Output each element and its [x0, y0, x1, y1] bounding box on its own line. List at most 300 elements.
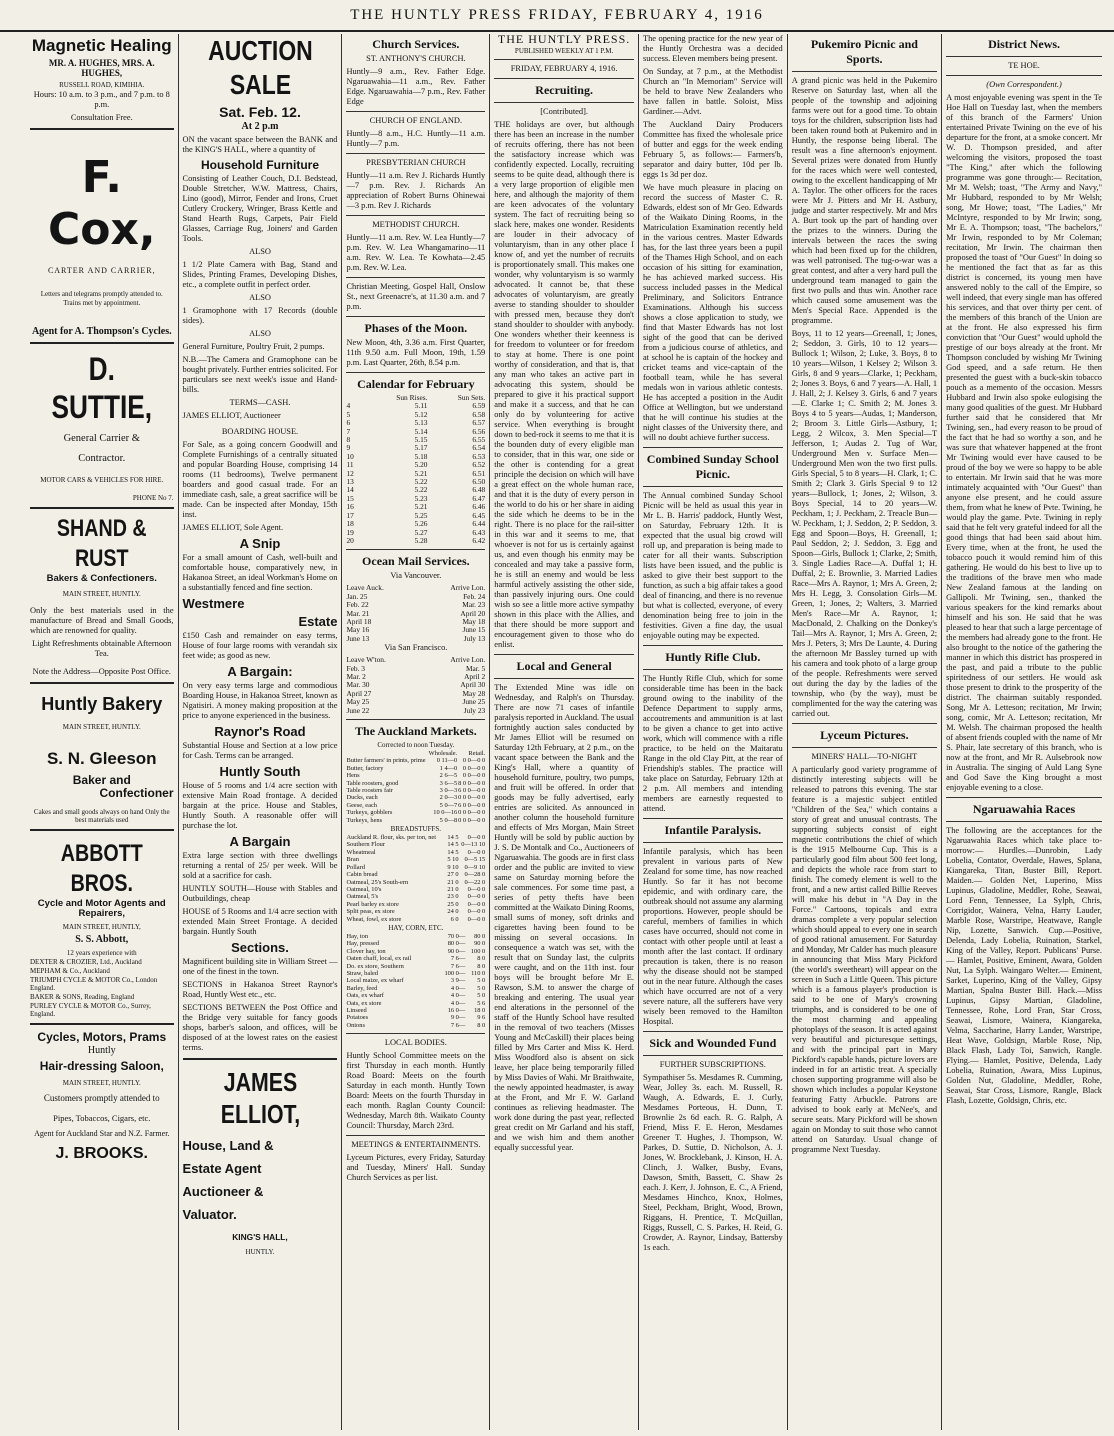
calendar-row-cell: 6.57: [472, 418, 486, 428]
england-text: Huntly—8 a.m., H.C. Huntly—11 a.m. Huntly—7 p.m.: [346, 129, 486, 148]
abbott-firm: TRIUMPH CYCLE & MOTOR Co., London England.: [30, 976, 158, 992]
bread-row-cell: 14 5: [447, 841, 459, 849]
divider: [346, 111, 485, 112]
pleasure-text: We have much pleasure in placing on record the success of Master C. R. Edwards, eldest son of Mr Geo. Edwards of the Waikato Dining Rooms, in the Matriculation Examination recently held in the various centres. Master Edwards has, for the last three years been a pupil of the Thames High School, and on each occasion of his sitting for examination, he has achieved marked success. His success included passes in the Medical Preliminary, and Solicitors Entrance Examinations. Although his success shows a close application to study, we find that Master Edwards has not lost sight of the good that can be derived from a judicious course of athletics, and at school he is captain of the hockey and cricket teams and vice-captain of the football team, while he has several medals won in various athletic contests. He has accepted a position in the Audit Office at Wellington, but we understand that he will continue his studies at the night classes of the University there, and will no doubt achieve further success.: [642, 183, 783, 442]
hay-row-cell: Do. ex store, Southern: [346, 962, 404, 970]
calendar-row-cell: 6.53: [472, 451, 486, 461]
anthony-title: ST. ANTHONY'S CHURCH.: [366, 54, 466, 63]
abbott-firm: BAKER & SONS, Reading, England: [30, 993, 135, 1001]
bread-row-cell: 21 0: [447, 885, 459, 893]
divider: [643, 842, 783, 843]
market-row-cell: 6 0 0—0 0: [458, 787, 486, 795]
calendar-row-cell: 5.28: [414, 535, 428, 545]
calendar-row-cell: 6.56: [472, 426, 486, 436]
column-3-services: [342, 34, 490, 1430]
calendar-row-cell: 9: [346, 443, 351, 453]
moon-title: Phases of the Moon.: [364, 321, 468, 335]
meetings-title: MEETINGS & ENTERTAINMENTS.: [351, 1140, 481, 1150]
bread-row-cell: 0—0 0: [467, 893, 486, 901]
divider: [643, 818, 783, 819]
picnic-title: Combined Sunday School Picnic.: [646, 452, 779, 481]
calendar-row-cell: 16: [346, 502, 354, 512]
bread-table: [346, 834, 485, 923]
cox-name: F. Cox,: [47, 152, 156, 255]
hay-row: [346, 948, 485, 955]
tehoe-text: A most enjoyable evening was spent in the Te Hoe Hall on Tuesday last, when the members of this branch of the Farmers' Union entertained Private Twining on the eve of his departure for the front, at a smoke concert. Mr W. D. Thompson presided, and after welcoming the visitors, proposed the toast "The King," after which the following programme was gone through:— Recitation, Mr M. Welsh; toast, "The Army and Navy," Mr Hubbard, responded to by Mr Welsh; song, Mr Howe; toast, "The Ladies," Mr McIntyre, responded to by Mr Irwin; song, Mr E. A. Thompson; toast, "The bachelors," Mr Irwin, responded to by Mr Coleman; recitation, Mr Irwin. The chairman then proposed the toast of "Our Guest" In doing so he mentioned the fact that as far as this district is concerned, its young men have answered nobly to the call of the Empire, so well indeed, that every single man has offered his services, and that over thirty per cent. of the members of this branch of the Union are at the front. He also expressed his firm conviction that "Our Guest" would uphold the prestige of our boys already at the front. Mr Thompson concluded by wishing Mr Twining God speed, and a safe return. He then presented the guest with a buck-skin tobacco pouch as a memento of the occasion. Messrs Hubbard and Irwin also spoke eulogising the many good qualities of the guest. Mr Hubbard further said that he considered that Mr Twining, sen., had every reason to be proud of the fact that he had so worthy a son, and he was sure that whatever happened at the front Mr Twining would ever have caused to be proud of the boy we were so happy to be able to entertain. Mr Irwin said that he was more intimately acquainted with "Our Guest" than anyone else present, and he could assure them, from what he knew of Pvte. Twining, he would play the game. Pvte. Twining in reply said that he felt very grateful indeed for all the good things that had been said about him. Every time, when at the front, he used the tobacco pouch it would remind him of this gathering. He would do his best to live up to the traditions of the brave men who made New Zealand famous at the landing on Gallipoli. Mr Twining, sen., thanked the various speakers for the kind remarks about himself and his son. He said that he was pleased to hear that such a large percentage of the members had already gone to the front. He also brought to the notice of the gathering the manner in which this district has prospered in the past, and paid a tribute to the public spiritedness of our settlers. He would ask those present to drink to the prosperity of the district. The chairman suitably responded. Song, Mr A. Letteson; recitation, Mr Irwin; song, comic, Mr A. Letteson; recitation, Mr M. Welsh. The chairman proposed the health of absent friends coupled with the name of Mr S. Phair, late secretary of this branch, who is now at the front, and Mr R. Aulsebrook now in Australia. The singing of Auld Lang Syne and God Save the King brought a most enjoyable evening to a close.: [946, 93, 1102, 792]
paralysis-text: Infantile paralysis, which has been prevalent in various parts of New Zealand for some time, has now reached Huntly. So far it has not become epidemic, and with ordinary care, the outbreak should not assume any alarming proportions. However, people should be careful, members of families in which cases have occurred, should not come in contact with other people until at least a month after the last contact. If ordinary precaution is taken, there is no reason why the disease should not be stamped out in the near future. Although the cases which have occurred are not of a very severe nature, all the sufferers have very wisely been removed to the Hamilton Hospital.: [642, 847, 783, 1026]
cox-letters: Letters and telegrams promptly attended to.: [40, 290, 163, 298]
hay-row-cell: 4 0—: [450, 999, 466, 1007]
hay-row: [346, 940, 485, 947]
bread-row-cell: 0—9 10: [464, 863, 486, 871]
recruit-contrib: [Contributed].: [540, 107, 588, 116]
calendar-row-cell: 5.21: [414, 502, 428, 512]
auction-furniture: Household Furniture: [201, 158, 319, 172]
markets-sub: Corrected to noon Tuesday.: [377, 741, 455, 749]
column-1-advertisements: [26, 34, 179, 1430]
mail-row-cell: Mar. 21: [346, 608, 370, 618]
snip-text: For a small amount of Cash, well-built and comfortable house, comparatively new, in Hakanoa Street, an ideal Workman's Home on a substantially fenced and fine section.: [182, 553, 338, 592]
calendar-title: Calendar for February: [357, 377, 475, 391]
divider: [792, 723, 937, 724]
raynor-text: Substantial House and Section at a low price for Cash. Terms can be arranged.: [182, 741, 338, 760]
elliot-name: JAMES ELLIOT,: [220, 1067, 300, 1129]
moon-text: New Moon, 4th, 3.36 a.m. First Quarter, 11th 9.50 a.m. Full Moon, 19th, 1.59 p.m. Last Quarter, 26th, 8.54 p.m.: [346, 338, 486, 367]
divider: [346, 1033, 485, 1034]
divider: [346, 549, 485, 550]
calendar-row-cell: 6.44: [472, 519, 486, 529]
market-row-cell: Table roosters, good: [346, 779, 399, 787]
bread-row-cell: Oatmeal, 5's: [346, 893, 379, 901]
calendar-head-cell: Sun Rises.: [396, 393, 428, 402]
hay-row-cell: 80 0: [474, 932, 486, 940]
elliot-line-1: House, Land &: [182, 1138, 274, 1153]
hay-row-cell: 4 0—: [450, 992, 466, 1000]
market-row: [346, 780, 485, 787]
local-bodies-title: LOCAL BODIES.: [384, 1038, 447, 1048]
calendar-row-cell: 6.42: [472, 535, 486, 545]
mail-row-cell: Feb. 24: [463, 591, 486, 601]
divider: [494, 654, 634, 655]
divider: [30, 682, 174, 684]
gleeson-trade-2: Confectioner: [99, 786, 174, 800]
mail-row-cell: Jan. 25: [346, 591, 368, 601]
snip-title: A Snip: [239, 536, 281, 551]
hay-title: HAY, CORN, ETC.: [388, 923, 444, 932]
method-title: METHODIST CHURCH.: [372, 220, 460, 229]
hay-row-cell: Linseed: [346, 1007, 367, 1014]
bread-row-cell: 14 5: [447, 834, 459, 842]
column-4-editorial: [490, 34, 639, 1430]
market-row-cell: Turkeys, hens: [346, 816, 383, 824]
calendar-row-cell: 6.52: [472, 460, 486, 470]
sections-title: Sections.: [231, 940, 289, 955]
bread-row-cell: 24 0: [447, 908, 459, 916]
mail-row-cell: Mar. 23: [462, 600, 486, 610]
divider: [30, 1023, 174, 1025]
elliot-line-3: Auctioneer &: [182, 1184, 264, 1199]
bread-row-cell: 0—0 0: [467, 908, 486, 916]
calendar-row-cell: 15: [346, 493, 354, 503]
auction-terms: TERMS—CASH.: [229, 398, 291, 407]
mail-row-cell: Mar. 2: [346, 671, 366, 681]
market-row-cell: 6 0 0—0 0: [458, 801, 486, 809]
mail-row: [346, 635, 485, 643]
calendar-row-cell: 5.21: [414, 468, 428, 478]
divider: [30, 507, 174, 509]
bread-row-cell: 6 0: [450, 915, 459, 923]
divider: [792, 747, 937, 748]
divider: [183, 1058, 338, 1060]
bread-row-cell: Oatmeal, 25's South-ern: [346, 878, 409, 886]
auction-title: AUCTION SALE: [207, 35, 313, 100]
hay-row-cell: 90 0: [474, 940, 486, 948]
mail-row-cell: Feb. 3: [346, 663, 365, 673]
dairy-text: The Auckland Dairy Producers Committee has fixed the wholesale price of butter and eggs for the week ending February 5, as follows:— Farmers'b, separator and dairy butter, 10d per lb. eggs 1s 3d per doz.: [642, 120, 783, 179]
shand-note: Note the Address—Opposite Post Office.: [32, 667, 171, 676]
sections-text-3: SECTIONS BETWEEN the Post Office and the Bridge very suitable for fancy goods shops, barber's saloon, and offices, will be disposed of at the lowest rates on the easiest terms.: [182, 1003, 338, 1052]
hair-customers: Customers promptly attended to: [43, 1093, 160, 1103]
orchestra-text: The opening practice for the new year of the Huntly Orchestra was a decided success. Eleven members being present.: [642, 34, 783, 63]
picnic-text: The Annual combined Sunday School Picnic will be held as usual this year in Mr L. B. Harris' paddock, Huntly West, on Saturday, February 12th. It is expected that the usual big crowd will roll up, and preparation is being made to cater for all their wants. Subscription lists have been issued, and the public is asked to give their best support to the function, as such a big affair takes a good deal of financing, and there is no revenue but what is collected, everyone, of every denomination being free to join in the festivities. Given a fine day, the usual enjoyable outing may be expected.: [642, 491, 783, 640]
bread-row-cell: Pearl barley ex store: [346, 900, 399, 908]
hay-row-cell: Hay, ton: [346, 932, 369, 940]
market-row-cell: 3 6—5: [439, 779, 458, 787]
divider: [946, 56, 1102, 57]
hay-row: [346, 970, 485, 977]
calendar-row-cell: 6.48: [472, 485, 486, 495]
divider: [30, 342, 174, 344]
market-row: [346, 757, 485, 764]
mail-table-1: [346, 584, 485, 643]
presby-text: Huntly—11 a.m. Rev J. Richards Huntly—7 p.m. Rev. J. Richards An appreciation of Robert Burns Ohinewai—3 p.m. Rev J. Richards: [346, 171, 486, 210]
auction-also: ALSO: [249, 329, 271, 338]
columns: [26, 34, 1106, 1430]
bread-row: [346, 916, 485, 923]
hay-row-cell: 9 6: [477, 1014, 486, 1022]
cox-trains: Trains met by appointment.: [63, 299, 141, 307]
mail-head-cell: Leave Auck.: [346, 583, 384, 593]
market-row-cell: Hens: [346, 772, 360, 780]
bread-rows: [346, 834, 485, 923]
england-title: CHURCH OF ENGLAND.: [369, 116, 463, 125]
elliot-town: HUNTLY.: [245, 1248, 275, 1256]
auction-date: Sat. Feb. 12.: [219, 104, 301, 120]
market-row: [346, 802, 485, 809]
sections-text-1: Magnificent building site in William Street — one of the finest in the town.: [182, 957, 338, 976]
calendar-row-cell: 6.43: [472, 527, 486, 537]
calendar-row-cell: 5: [346, 409, 351, 419]
calendar-row-cell: 5.17: [414, 443, 428, 453]
calendar-row-cell: 6.47: [472, 493, 486, 503]
calendar-row-cell: 6.55: [472, 435, 486, 445]
auction-gramophone: 1 Gramophone with 17 Records (double sides).: [182, 306, 338, 325]
bread-row-cell: 0—22 0: [464, 878, 486, 886]
pukemiro-text: A grand picnic was held in the Pukemiro Reserve on Saturday last, when all the people of the township and adjoining farms were out for a good time. To obtain toys for the children, subscription lists had been taken round both at Pukemiro and in Huntly, the response being liberal. The result was a fine afternoon's enjoyment. Several prizes were donated from Huntly for the races which were well contested, owing to the excellent handicapping of Mr A. Taylor. The other officers for the races were Mr J. Pitters and Mr H. Astbury, judge and starter respectively. Mr and Mrs A. Burt took up the part of handing over the prizes to the winners. During the intervals between the races the swing which had been fixed up for the children, was well patronised. The tug-o-war was a great contest, and after a very hard pull the underground team managed to gain the first two pulls and thus win. Another race which caused some amusement was the Men's Special Race. Appended is the programme.: [791, 76, 938, 325]
church-title: Church Services.: [372, 37, 460, 51]
abbott-firm: DEXTER & CROZIER, Ltd., Auckland: [30, 958, 142, 966]
bread-title: BREADSTUFFS.: [390, 825, 442, 834]
hay-row-cell: Hay, pressed: [346, 940, 380, 948]
market-row-cell: 5 0—7: [439, 801, 458, 809]
bakery-name: Huntly Bakery: [41, 694, 163, 714]
divider: [494, 59, 634, 60]
mail-row-cell: July 13: [463, 633, 486, 643]
lyceum-text: A particularly good variety programme of distinctly interesting subjects will be released to patrons this evening. The star feature is a majestic subject entitled "Children of the Sea," which contains a story of great and unusual contrasts. The supporting subjects consist of eight magnetic contributions the chief of which is the 1915 Melbourne Cup. This is a particularly good film about 500 feet long, and depicts the whole race from start to finish. The comedy element is well to the front, and a new artist called Billie Reeves will make his debut in "A Day in the Force." Cartoons, topicals and extra dramas complete a very popular selection which should appeal to every one in search of good rational amusement. For Saturday and Monday, Mr Calder has much pleasure in announcing that Miss Mary Pickford (the world's sweetheart) will appear on the screen in Such a Little Queen. This picture which is a famous player's production is said to be one of Mary's crowning triumphs, and is considered to be one of the most charming and appealing photoplays of the season. It is acted against very beautiful and picturesque settings, and with the principal part in Mary Pickford's capable hands, picture lovers are indeed in for an artistic treat. A specially chosen supporting programme will also be shown which includes a popular Keystone featuring Fatty Arbuckle. Patrons are advised to book early at McNee's, and secure seats. Mary Pickford will be shown again on Monday to suit those who cannot attend on Saturday. Usual change of programme Next Tuesday.: [791, 765, 938, 1154]
bread-row-cell: 14 5: [447, 848, 459, 856]
bread-row-cell: 0—0 0: [467, 848, 486, 856]
auction-general: General Furniture, Poultry Fruit, 2 pumps.: [182, 342, 325, 351]
calendar-row-cell: 5.22: [414, 477, 428, 487]
tehoe-correspondent: (Own Correspondent.): [986, 80, 1062, 89]
gleeson-note: Cakes and small goods always on hand Only the best materials used: [33, 808, 170, 824]
elliot-hall: KING'S HALL,: [232, 1232, 288, 1242]
abbott-experience: 12 years experience with: [66, 949, 137, 957]
divider: [946, 797, 1102, 798]
hay-row-cell: Onions: [346, 1021, 365, 1029]
calendar-row-cell: 5.26: [414, 519, 428, 529]
cox-agent: Agent for A. Thompson's Cycles.: [31, 326, 172, 337]
sections-text-2: SECTIONS in Hakanoa Street Raynor's Road, Huntly West etc., etc.: [182, 980, 338, 999]
auction-also: ALSO: [249, 247, 271, 256]
paper-sub: PUBLISHED WEEKLY AT 1 P.M.: [514, 47, 614, 55]
market-row-cell: Ducks, each: [346, 794, 378, 802]
hay-row: [346, 1000, 485, 1007]
hair-street: MAIN STREET, HUNTLY.: [62, 1079, 141, 1087]
auction-time: At 2 p.m: [241, 121, 279, 132]
mail-row-cell: May 18: [462, 616, 486, 626]
calendar-row-cell: 17: [346, 510, 354, 520]
tehoe-title: TE HOE.: [1008, 61, 1040, 70]
market-row-cell: 0 0—0 0: [462, 757, 486, 765]
market-row-cell: Butter farmers' in prints, prime: [346, 757, 426, 765]
hay-row-cell: 8 0: [477, 962, 486, 970]
divider: [346, 153, 485, 154]
calendar-row-cell: 5.20: [414, 460, 428, 470]
lyceum-sub: MINERS' HALL—TO-NIGHT: [811, 752, 918, 761]
market-row: [346, 809, 485, 816]
hay-row-cell: 16 0—: [447, 1007, 466, 1014]
hay-row-cell: 5 0: [477, 984, 486, 992]
mail-row-cell: July 23: [463, 705, 486, 715]
boarding-agent: JAMES ELLIOT, Sole Agent.: [182, 523, 284, 532]
mail-row-cell: April 27: [346, 688, 372, 698]
bread-row-cell: 9 10: [447, 863, 459, 871]
bread-row-cell: Pollard: [346, 863, 365, 871]
shand-street: MAIN STREET, HUNTLY.: [62, 590, 141, 598]
market-row-cell: 0 0—0 0: [462, 764, 486, 772]
market-row-cell: 2 6—5: [439, 772, 458, 780]
local-general-title: Local and General: [516, 659, 612, 673]
westmere-text: £150 Cash and remainder on easy terms, House of four large rooms with verandah six feet wide; as good as new.: [182, 631, 338, 660]
calendar-row-cell: 5.15: [414, 435, 428, 445]
bread-row-cell: 0—13 10: [461, 841, 486, 849]
hay-row-cell: Clover hay, ton: [346, 947, 386, 955]
column-6-sports: [788, 34, 942, 1430]
suttie-motor: MOTOR CARS & VEHICLES FOR HIRE.: [40, 476, 164, 484]
hay-row-cell: Barley, feed: [346, 984, 378, 992]
presby-title: PRESBYTERIAN CHURCH: [366, 158, 466, 167]
calendar-row-cell: 14: [346, 485, 354, 495]
calendar-row-cell: 6.59: [472, 401, 486, 411]
hay-row-cell: 7 6—: [450, 1021, 466, 1029]
markets-rows: [346, 757, 485, 824]
gleeson-name: S. N. Gleeson: [46, 749, 157, 768]
hay-row-cell: Straw, baled: [346, 969, 378, 977]
calendar-row-cell: 5.25: [414, 510, 428, 520]
meetings-text: Lyceum Pictures, every Friday, Saturday and Tuesday, Miners' Hall. Sunday Church Services as per list.: [346, 1153, 486, 1183]
divider: [494, 102, 634, 103]
mail-row-cell: June 13: [346, 633, 370, 643]
bread-row: [346, 879, 485, 886]
hay-row-cell: 5 0: [477, 977, 486, 985]
mail-row-cell: Mar. 5: [465, 663, 486, 673]
boarding-title: BOARDING HOUSE.: [221, 427, 299, 436]
cycles-title: Cycles, Motors, Prams: [37, 1030, 167, 1044]
westmere-sub: Estate: [298, 614, 338, 629]
hay-row-cell: 5 6: [477, 999, 486, 1007]
bread-row-cell: Wheat, fowl, ex store: [346, 915, 402, 923]
bread-row-cell: 25 0: [447, 900, 459, 908]
calendar-row-cell: 11: [346, 460, 354, 470]
divider: [494, 78, 634, 79]
market-row: [346, 794, 485, 801]
magnetic-hours: Hours: 10 a.m. to 3 p.m., and 7 p.m. to 8 p.m.: [33, 90, 170, 109]
bread-row: [346, 864, 485, 871]
calendar-row-cell: 6.58: [472, 409, 486, 419]
bargain-1-title: A Bargain:: [227, 664, 293, 679]
bread-row-cell: Split peas, ex store: [346, 908, 395, 916]
mail-row: [346, 707, 485, 715]
bread-row-cell: Southern Flour: [346, 841, 385, 849]
elliot-line-2: Estate Agent: [182, 1161, 262, 1176]
shand-trade: Bakers & Confectioners.: [46, 573, 157, 584]
calendar-row-cell: 5.18: [414, 451, 428, 461]
mail-row-cell: Mar. 30: [346, 680, 370, 690]
bread-row-cell: Cabin bread: [346, 871, 378, 879]
calendar-row-cell: 6: [346, 418, 351, 428]
hay-row-cell: Local maize, ex wharf: [346, 977, 404, 985]
calendar-head-cell: Sun Sets.: [457, 393, 486, 402]
market-row-cell: 0 11—0: [436, 757, 458, 765]
mail-row-cell: May 16: [346, 625, 370, 635]
mail-row-cell: June 22: [346, 705, 370, 715]
hay-row-cell: 5 0: [477, 992, 486, 1000]
recruit-title: Recruiting.: [535, 83, 593, 97]
paper-title: THE HUNTLY PRESS.: [497, 34, 631, 46]
bread-row-cell: Wheatmeal: [346, 848, 376, 856]
calendar-row-cell: 5.23: [414, 493, 428, 503]
market-row: [346, 787, 485, 794]
mail-row-cell: April 18: [346, 616, 372, 626]
divider: [946, 821, 1102, 822]
bargain-1-text: On very easy terms large and commodious Boarding House, in Hakanoa Street, known as Ngatisiri. A money making proposition at the price to anyone experienced in the business.: [182, 681, 338, 720]
bread-row: [346, 841, 485, 848]
column-2-auction: [179, 34, 343, 1430]
rifle-text: The Huntly Rifle Club, which for some considerable time has been in the back ground owing to the inability of the Defence Department to supply arms, accoutrements and ammunition is at last to be given a chance to get into active work, which will commence with a rifle practice, to be held on the Maitaratu Range in the old Clay Pitt, at the rear of Friendship's stables. The practice will take place on Saturday, February 12th at 2 p.m. All members and intending members are earnestly requested to attend.: [642, 674, 783, 813]
mail-rows-1: [346, 593, 485, 643]
races-title: Ngaruawahia Races: [972, 802, 1076, 816]
paralysis-title: Infantile Paralysis.: [664, 823, 762, 837]
sick-title: Sick and Wounded Fund: [649, 1036, 777, 1050]
bread-row: [346, 871, 485, 878]
mail-table-2: [346, 656, 485, 715]
hay-row-cell: 90 0—: [447, 947, 466, 955]
divider: [643, 486, 783, 487]
market-row: [346, 772, 485, 779]
anthony-text: Huntly—9 a.m., Rev. Father Edge. Ngaruawahia—11 a.m., Rev. Father Edge. Ngaruawahia—7 p.m., Rev. Father Edge: [346, 67, 486, 106]
market-row-cell: 0 0 0—0 0: [458, 809, 486, 817]
memoriam-text: On Sunday, at 7 p.m., at the Methodist Church an "In Memoriam" Service will be held to brave New Zealanders who have fallen in battle. Soloist, Miss Gardiner.—Advt.: [642, 67, 783, 116]
christian-text: Christian Meeting, Gospel Hall, Onslow St., next Greenacre's, at 11.30 a.m. and 7 p.m.: [346, 282, 486, 311]
hay-row-cell: 4 0—: [450, 984, 466, 992]
mail-row-cell: June 15: [462, 625, 486, 635]
market-row: [346, 817, 485, 824]
divider: [643, 1031, 783, 1032]
mail-row-cell: May 28: [462, 688, 486, 698]
divider: [643, 645, 783, 646]
westmere-title: Westmere: [182, 596, 245, 611]
sick-sub: FURTHER SUBSCRIPTIONS.: [659, 1060, 766, 1069]
calendar-row-cell: 19: [346, 527, 354, 537]
house-5-text: HOUSE of 5 Rooms and 1/4 acre section with extended Main Street Frontage. A decided bargain. Huntly South: [182, 907, 338, 936]
calendar-row-cell: 5.14: [414, 426, 428, 436]
bread-row: [346, 834, 485, 841]
magnetic-names: MR. A. HUGHES, MRS. A. HUGHES,: [48, 58, 155, 78]
bread-row-cell: 5 10: [447, 856, 459, 864]
mail-via-1: Via Vancouver.: [390, 571, 442, 581]
brooks-name: J. BROOKS.: [55, 1145, 148, 1162]
auction-intro: ON the vacant space between the BANK and the KING'S HALL, where a quantity of: [182, 135, 338, 154]
market-row-cell: Geese, each: [346, 801, 377, 809]
market-row-cell: Butter, factory: [346, 764, 384, 772]
shand-name: SHAND & RUST: [56, 515, 147, 572]
bargain-2-text: Extra large section with three dwellings returning a rental of 25/ per week. Will be sold at a sacrifice for cash.: [182, 851, 338, 880]
hay-row: [346, 1007, 485, 1014]
abbott-street: MAIN STREET, HUNTLY,: [62, 923, 141, 931]
auction-list: Consisting of Leather Couch, D.I. Bedstead, Double Stretcher, W.W. Mattress, Chairs, Lino (good), Mirror, Fender and Irons, Cruet Cutlery Crockery, Wringer, Brass Kettle and Stand Hearth Rugs, Carpets, Pair Field Glasses, Carriage Rug, Joiners' and Garden Tools.: [182, 174, 338, 243]
hay-row: [346, 985, 485, 992]
recruit-text: THE holidays are over, but although there has been an increase in the number of recruits offering, there has not been the satisfactory increase which was confidently expected. Locally, recruiting seems to be quite dead, although there is a very large proportion of eligible men here, and although the majority of them are keen advocates of the voluntary system. The fact of recruiting being so slack here, makes one wonder. Residents are louder in their advocacy of voluntaryism, than in any other place I know of, and yet the number of recruits is proportionately small. This makes one wonder, why voluntaryism is so warmly advocated. It cannot be, that these advocates of voluntaryism, are greatly averse to standing shoulder to shoulder with pressed men, because they don't stand shoulder to shoulder with anybody. One wonders whether their keenness is for freedom to volunteer or for freedom to stay at home. There is one point worthy of consideration, and that is, that any man who takes an active part in advocating this system, should be prepared to give it his practical support and make it a success, and that he can only do by volunteering for active service. When everything is brought down to bed-rock it seems to me that it is the bounden duty of every eligible man to consider, that in this war, one side or the other is contending for a great principle the decision on which will have a great effect on the whole human race, and that it is the duty of every person in the world to do his or her share in aiding the side which he deems to be in the right. There is no place for the rail-sitter in this war and it seems to me, that whoever is not for us is certainly against us, and even though his enmity may be concealed and may take a passive form, he is still an enemy and would be less harmful actively assisting the other side, than passively injuring ours. One could wish so see a little more active sympathy shown in this place with the Allies, and that there should be more support and encouragement given to those who do enlist.: [494, 120, 634, 649]
market-row: [346, 765, 485, 772]
bread-row-cell: 0—28 0: [464, 871, 486, 879]
calendar-row-cell: 18: [346, 519, 354, 529]
market-row-cell: Table roosters fair: [346, 787, 393, 795]
bread-row-cell: 0—0 0: [467, 834, 486, 842]
district-title: District News.: [988, 37, 1061, 51]
divider: [946, 75, 1102, 76]
mail-row-cell: April 2: [464, 671, 486, 681]
market-row-cell: Turkeys, gobblers: [346, 809, 393, 817]
hay-row: [346, 933, 485, 940]
hay-row: [346, 977, 485, 984]
bread-row-cell: Auckland R. flour, sks. per ton, net: [346, 834, 437, 842]
mail-via-2: Via San Francisco.: [384, 643, 448, 653]
bakery-street: MAIN STREET, HUNTLY.: [62, 723, 141, 731]
calendar-row-cell: 20: [346, 535, 354, 545]
hay-row-cell: 8 0: [477, 955, 486, 963]
market-row-cell: 1 4—0: [439, 764, 458, 772]
bread-row-cell: Oatmeal, 10's: [346, 885, 382, 893]
pukemiro-title: Pukemiro Picnic and Sports.: [810, 37, 918, 66]
abbott-name: ABBOTT BROS.: [60, 840, 143, 897]
bread-row-cell: 23 0: [447, 893, 459, 901]
results-text: Boys, 11 to 12 years—Greenall, 1; Jones, 2; Seddon, 3. Girls, 10 to 12 years—Bullock 1; Wilson, 2; Luke, 3. Boys, 8 to 10 years—Wilson, 1 Kelsey 2; Wilson 3. Girls, 8 and 9 years—Clarke, 1; Peckham, 2; Jones 3. Boys, 6 and 7 years—A. Hall, 1 J. Hall, 2; J. Kelsey 3. Girls, 6 and 7 years—E. Clarke 1; C. Smith 2; M. Jones 3. Boys 4 to 5 years—Audas, 1; Manderson, 2; Broom 3. Little Girls—Astbury, 1; Legg, 2 Wilcox, 3. Men Special—T Jefferson, 1; Audas 2. Tug of War, Underground Men v. Surface Men—Underground Men won the two first pulls. Girls Special, 5 to 8 years—H. Clark, 1; C. Smith 2; Clark 3. Girls Special 9 to 12 years—Bullock, 1; Jones, 2; Wilson, 3. Boys Special, 14 to 20 years—W. Peckham, 1; J. Peckham, 2. Treacle Bun—W. Peckham, 1; J. Seddon, 2; P. Seddon, 3. Egg and Spoon—Boys, H. Greenall, 1; Paul Seddon, 2; J. Seddon, 3. Egg and Spoon—Girls, Bullock 1; Clarke, 2; Smith, 3. Single Ladies Race—A. Duffal 1; H. Duffal, 2; E. Brownlie, 3. Married Ladies Race—Mrs A. Raynor, 1; Mrs A. Green, 2; Mrs H. Legg, 3. Consolation Girls—M. Green, 1; Jones, 2; Walters, 3. Married Men's Race—Mr A. Raynor, 1; MacDonald, 2. Chalking on the Donkey's Tail—Mrs A. Raynor, 1; Mrs A. Green, 2; Mrs J. Peters, 3; Mrs De Launte, 4. During the afternoon Mr Bassley turned up with his camera and took photo of a large group of the people. Refreshments were served out during the day by the ladies of the township, who (by the way), must be complimented for the way the catering was carried out.: [791, 329, 938, 718]
bread-row: [346, 901, 485, 908]
mail-row-cell: June 25: [462, 697, 486, 707]
bread-row-cell: 21 0: [447, 878, 459, 886]
hay-row-cell: 70 0—: [447, 932, 466, 940]
